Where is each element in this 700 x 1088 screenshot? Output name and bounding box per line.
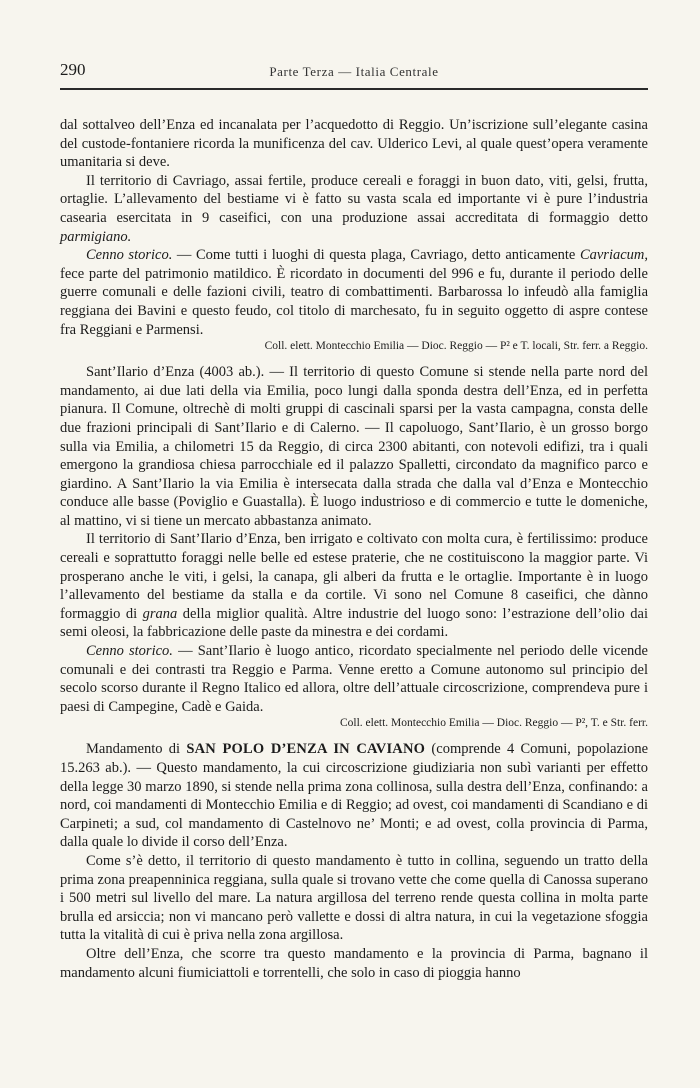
section-sanpolo: Mandamento di SAN POLO D’ENZA IN CAVIANO (comprende 4 Comuni, popolazione 15.263 ab.). — Questo mandamento, la cui circoscrizione giudiziaria non subì varianti per effetto della legge 30 marzo 1890, si stende nella prima zona collinosa, sulla destra dell’Enza, confinando: a nord, coi mandamenti di Montecchio Emilia e di Reggio; ad ovest, coi mandamenti di Scandiano e di Carpineti; a sud, col mandamento di Castelnovo ne’ Monti; e ad ovest, colla provincia di Parma, dalla quale lo divide il corso dell’Enza. bbox=[60, 741, 649, 851]
paragraph: Cenno storico. — Sant’Ilario è luogo antico, ricordato specialmente nel periodo delle vicende comunali e dei contrasti tra Reggio e Parma. Venne eretto a Comune autonomo sul principio del secolo scorso durante il Regno Italico ed allora, oltre dell’attuale circoscrizione, comprendeva pure i paesi di Campegine, Cadè e Gaida. bbox=[60, 643, 648, 715]
paragraph: Oltre dell’Enza, che scorre tra questo mandamento e la provincia di Parma, bagnano il mandamento alcuni fiumiciattoli e torrentelli, che solo in caso di pioggia hanno bbox=[60, 945, 648, 981]
paragraph: Cenno storico. — Come tutti i luoghi di questa plaga, Cavriago, detto anticamente Cavriacum, fece parte del patrimonio matildico. È ricordato in documenti del 996 e fu, durante il periodo delle guerre comunali e delle fazioni civili, teatro di combattimenti. Barbarossa lo infeudò alla famiglia reggiana dei Bavini e questo feudo, col titolo di marchesato, fu in seguito oggetto di aspre contese fra Reggiani e Parmensi. bbox=[60, 247, 649, 338]
paragraph: Il territorio di Cavriago, assai fertile, produce cereali e foraggi in buon dato, viti, gelsi, frutta, ortaglie. L’allevamento del bestiame vi è fatto su vasta scala ed importante vi è pure l’industria casearia esercitata in 9 caseifici, con una produzione assai accreditata di formaggio detto parmigiano. bbox=[60, 172, 648, 245]
paragraph: Il territorio di Sant’Ilario d’Enza, ben irrigato e coltivato con molta cura, è fertilissimo: produce cereali e soprattutto foraggi nelle belle ed estese praterie, che ne costituiscono la maggior parte. Vi prosperano anche le viti, i gelsi, la canapa, gli alberi da frutta e le ortaglie. Importante è in luogo l’allevamento del bestiame da stalla e da cortile. Vi sono nel Comune 8 caseifici, che dànno formaggio di grana della miglior qualità. Altre industrie del luogo sono: l’estrazione dell’olio dai semi oleosi, la fabbricazione delle paste da minestra e dei cordami. bbox=[60, 531, 648, 641]
section-title: SAN POLO D’ENZA IN CAVIANO bbox=[186, 741, 426, 758]
electoral-note: Coll. elett. Montecchio Emilia — Dioc. Reggio — P² e T. locali, Str. ferr. a Reggio. bbox=[264, 340, 648, 353]
electoral-note: Coll. elett. Montecchio Emilia — Dioc. Reggio — P², T. e Str. ferr. bbox=[339, 717, 648, 730]
paragraph: dal sottalveo dell’Enza ed incanalata per l’acquedotto di Reggio. Un’iscrizione sull’elegante casina del custode-fontaniere ricorda la munificenza del cav. Ulderico Levi, al quale quest’opera veramente umanitaria si deve. bbox=[60, 117, 648, 171]
section-title: Sant’Ilario d’Enza bbox=[86, 364, 195, 381]
running-title: Parte Terza — Italia Centrale bbox=[269, 64, 439, 79]
page-body bbox=[60, 116, 648, 982]
page-header bbox=[60, 58, 648, 90]
paragraph: Come s’è detto, il territorio di questo mandamento è tutto in collina, seguendo un tratto della prima zona preapenninica reggiana, sulla quale si trovano vette che come quella di Canossa superano i 500 metri sul livello del mare. La natura argillosa del terreno rende questa collina in molta parte brulla ed arsiccia; non vi mancano però vallette e dossi di altra natura, in cui la vegetazione sfoggia tutta la vitalità di cui è priva nella zona argillosa. bbox=[60, 852, 648, 944]
page-number: 290 bbox=[60, 60, 86, 79]
section-santilario: Sant’Ilario d’Enza (4003 ab.). — Il territorio di questo Comune si stende nella parte nord del mandamento, ai due lati della via Emilia, poco lungi dalla sponda destra dell’Enza, ed in perfetta pianura. Il Comune, oltrechè di molti gruppi di cascinali sparsi per la vasta campagna, consta delle due frazioni principali di Sant’Ilario e di Calerno. — Il capoluogo, Sant’Ilario, è un grosso borgo sulla via Emilia, a chilometri 15 da Reggio, di circa 2300 abitanti, con notevoli edifizi, tra i quali emergono la grandiosa chiesa parrocchiale ed il palazzo Spalletti, circondato da magnifico parco e giardino. A Sant’Ilario la via Emilia è intersecata dalla strada che dalla val d’Enza e Montecchio conduce alle basse (Poviglio e Guastalla). È luogo industrioso e di commercio e tutte le domeniche, al mattino, vi si tiene un mercato abbastanza animato. bbox=[60, 364, 648, 529]
